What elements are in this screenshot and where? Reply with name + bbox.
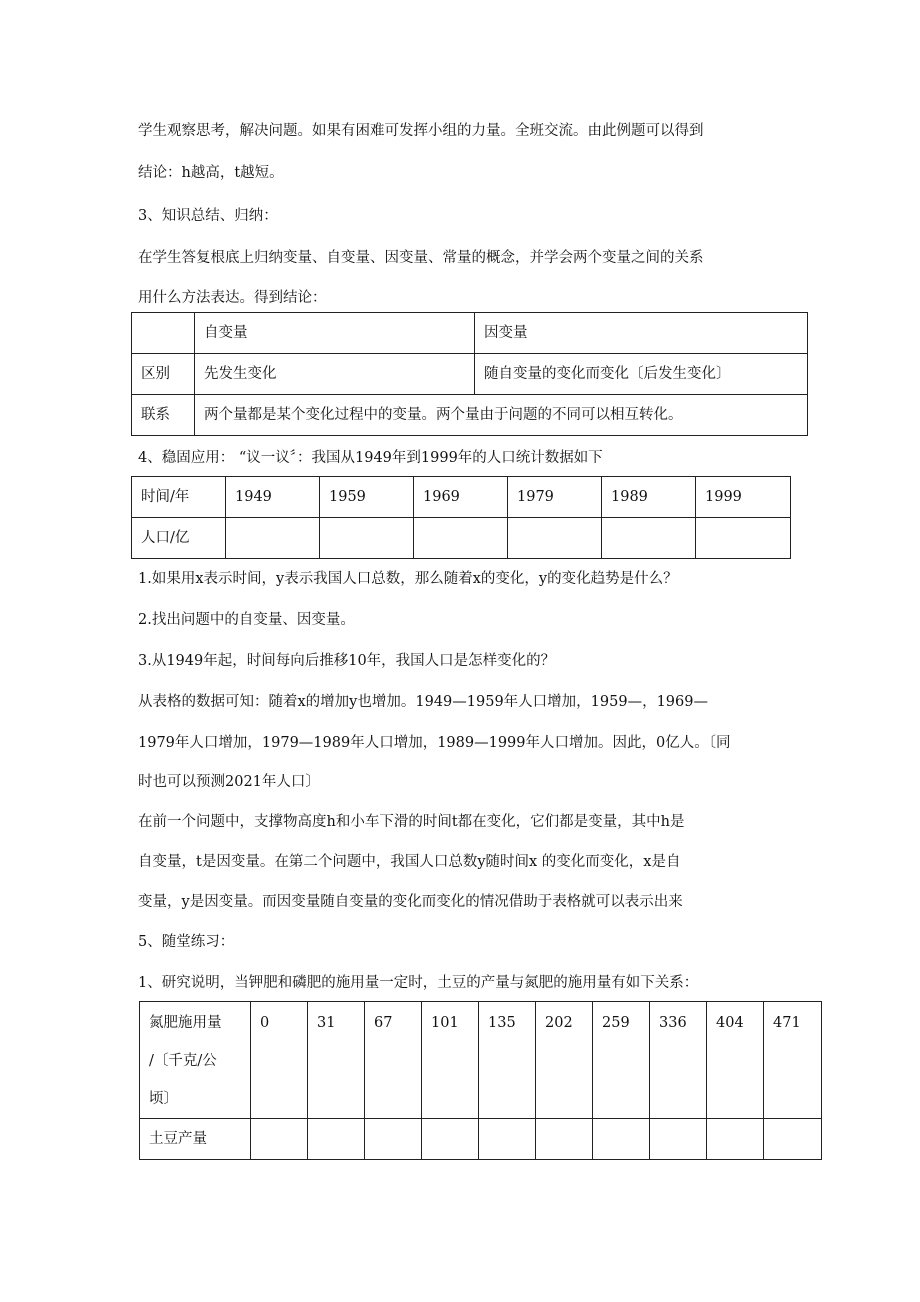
table-cell bbox=[696, 518, 791, 559]
question-3: 3.从1949年起，时间每向后推移10年，我国人口是怎样变化的？ bbox=[138, 653, 556, 669]
table-cell bbox=[593, 1119, 650, 1160]
table-cell bbox=[422, 1119, 479, 1160]
table-cell bbox=[140, 1002, 251, 1119]
table-cell: 135 bbox=[479, 1002, 536, 1119]
table-cell bbox=[602, 518, 696, 559]
paragraph-10: 从表格的数据可知：随着x的增加y也增加。1949—1959年人口增加，1959—，1969— bbox=[138, 694, 708, 710]
table-cell bbox=[508, 518, 602, 559]
table-cell: 1959 bbox=[320, 477, 414, 518]
table-cell bbox=[650, 1119, 707, 1160]
paragraph-12: 时也可以预测2021年人口〕 bbox=[138, 774, 320, 790]
paragraph-1: 学生观察思考，解决问题。如果有困难可发挥小组的力量。全班交流。由此例题可以得到 bbox=[138, 123, 704, 139]
paragraph-11: 1979年人口增加，1979—1989年人口增加，1989—1999年人口增加。因此，0亿人。〔同 bbox=[138, 735, 731, 751]
table-cell bbox=[764, 1119, 822, 1160]
paragraph-15: 变量，y是因变量。而因变量随自变量的变化而变化的情况借助于表格就可以表示出来 bbox=[138, 894, 683, 910]
table-cell: 404 bbox=[707, 1002, 764, 1119]
population-table bbox=[131, 476, 791, 559]
table-cell: 471 bbox=[764, 1002, 822, 1119]
paragraph-5: 用什么方法表达。得到结论： bbox=[138, 290, 327, 306]
table-cell bbox=[479, 1119, 536, 1160]
table-row bbox=[140, 1119, 822, 1160]
table-row bbox=[132, 313, 808, 354]
table-cell: 两个量都是某个变化过程中的变量。两个量由于问题的不同可以相互转化。 bbox=[195, 395, 808, 436]
table-cell: 因变量 bbox=[475, 313, 808, 354]
cell-line: 氮肥施用量 bbox=[149, 1015, 222, 1031]
paragraph-4: 在学生答复根底上归纳变量、自变量、因变量、常量的概念，并学会两个变量之间的关系 bbox=[138, 250, 704, 266]
cell-line: 顷〕 bbox=[149, 1091, 178, 1107]
table-cell: 202 bbox=[536, 1002, 593, 1119]
question-1: 1.如果用x表示时间，y表示我国人口总数，那么随着x的变化，y的变化趋势是什么？ bbox=[138, 571, 678, 587]
question-2: 2.找出问题中的自变量、因变量。 bbox=[138, 612, 355, 628]
table-cell bbox=[536, 1119, 593, 1160]
table-cell: 随自变量的变化而变化〔后发生变化〕 bbox=[475, 354, 808, 395]
table-cell bbox=[320, 518, 414, 559]
paragraph-17: 1、研究说明，当钾肥和磷肥的施用量一定时，土豆的产量与氮肥的施用量有如下关系： bbox=[138, 975, 699, 991]
table-cell: 1949 bbox=[226, 477, 320, 518]
concepts-table bbox=[131, 312, 808, 436]
table-cell: 1989 bbox=[602, 477, 696, 518]
cell-line: /〔千克/公 bbox=[149, 1053, 217, 1069]
table-cell bbox=[226, 518, 320, 559]
table-cell bbox=[707, 1119, 764, 1160]
table-cell: 时间/年 bbox=[132, 477, 226, 518]
table-cell: 联系 bbox=[132, 395, 195, 436]
table-row bbox=[140, 1002, 822, 1119]
table-cell: 31 bbox=[308, 1002, 365, 1119]
section-3-heading: 3、知识总结、归纳： bbox=[138, 208, 278, 224]
table-cell bbox=[365, 1119, 422, 1160]
table-cell: 人口/亿 bbox=[132, 518, 226, 559]
table-cell: 土豆产量 bbox=[140, 1119, 251, 1160]
section-4-heading: 4、稳固应用： “议一议〞：我国从1949年到1999年的人口统计数据如下 bbox=[138, 450, 603, 466]
table-row bbox=[132, 518, 791, 559]
table-cell: 自变量 bbox=[195, 313, 475, 354]
table-cell bbox=[414, 518, 508, 559]
table-cell: 67 bbox=[365, 1002, 422, 1119]
table-cell: 0 bbox=[251, 1002, 308, 1119]
paragraph-2: 结论：h越高，t越短。 bbox=[138, 165, 284, 181]
table-cell: 区别 bbox=[132, 354, 195, 395]
table-cell: 1979 bbox=[508, 477, 602, 518]
paragraph-14: 自变量，t是因变量。在第二个问题中，我国人口总数y随时间x 的变化而变化，x是自 bbox=[138, 854, 681, 870]
table-cell bbox=[308, 1119, 365, 1160]
table-row bbox=[132, 395, 808, 436]
table-cell: 先发生变化 bbox=[195, 354, 475, 395]
table-cell: 1999 bbox=[696, 477, 791, 518]
table-row bbox=[132, 477, 791, 518]
table-cell: 101 bbox=[422, 1002, 479, 1119]
table-cell: 336 bbox=[650, 1002, 707, 1119]
paragraph-13: 在前一个问题中，支撑物高度h和小车下滑的时间t都在变化，它们都是变量，其中h是 bbox=[138, 814, 685, 830]
table-cell bbox=[251, 1119, 308, 1160]
table-cell: 259 bbox=[593, 1002, 650, 1119]
table-row bbox=[132, 354, 808, 395]
potato-table bbox=[139, 1001, 822, 1160]
section-5-heading: 5、随堂练习： bbox=[138, 934, 235, 950]
table-cell: 1969 bbox=[414, 477, 508, 518]
table-cell bbox=[132, 313, 195, 354]
